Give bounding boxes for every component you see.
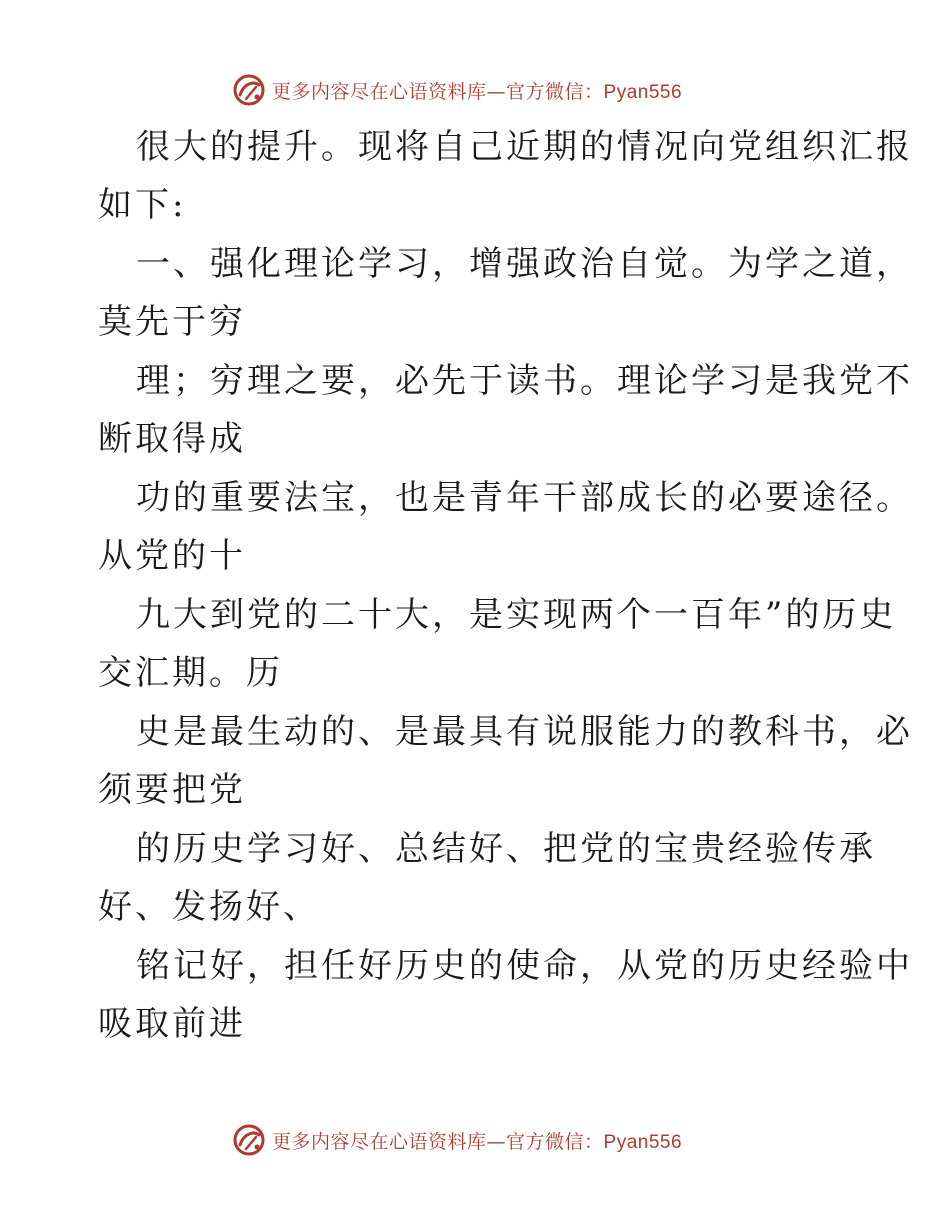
watermark-separator: —	[486, 80, 507, 103]
body-line: 很大的提升。现将自己近期的情况向党组织汇报	[136, 127, 913, 167]
body-line: 交汇期。历	[98, 653, 283, 693]
body-line: 莫先于穷	[98, 302, 246, 342]
body-line: 须要把党	[98, 770, 246, 810]
body-line: 好、发扬好、	[98, 887, 320, 927]
watermark-separator: —	[486, 1130, 507, 1153]
body-line: 一、强化理论学习，增强政治自觉。为学之道，	[136, 244, 913, 284]
watermark-handle: Pyan556	[603, 81, 683, 103]
body-line: 理；穷理之要，必先于读书。理论学习是我党不	[136, 361, 913, 401]
body-line: 史是最生动的、是最具有说服能力的教科书，必	[136, 712, 913, 752]
watermark-text	[272, 77, 682, 104]
watermark-label: 官方微信：	[506, 80, 604, 103]
watermark-handle: Pyan556	[603, 1131, 683, 1153]
body-line: 铭记好，担任好历史的使命，从党的历史经验中	[136, 946, 913, 986]
footer-watermark	[232, 1122, 682, 1158]
red-seal-logo-icon	[232, 1123, 266, 1157]
header-watermark	[232, 72, 682, 108]
red-seal-logo-icon	[232, 73, 266, 107]
watermark-text	[272, 1127, 682, 1154]
body-line: 的历史学习好、总结好、把党的宝贵经验传承	[136, 829, 876, 869]
body-line: 九大到党的二十大，是实现两个一百年”的历史	[136, 595, 897, 635]
body-line: 断取得成	[98, 419, 246, 459]
watermark-brand: 更多内容尽在心语资料库	[272, 80, 487, 103]
watermark-label: 官方微信：	[506, 1130, 604, 1153]
body-line: 功的重要法宝，也是青年干部成长的必要途径。	[136, 478, 913, 518]
body-line: 吸取前进	[98, 1004, 246, 1044]
body-line: 从党的十	[98, 536, 246, 576]
body-line: 如下:	[98, 185, 187, 225]
watermark-brand: 更多内容尽在心语资料库	[272, 1130, 487, 1153]
